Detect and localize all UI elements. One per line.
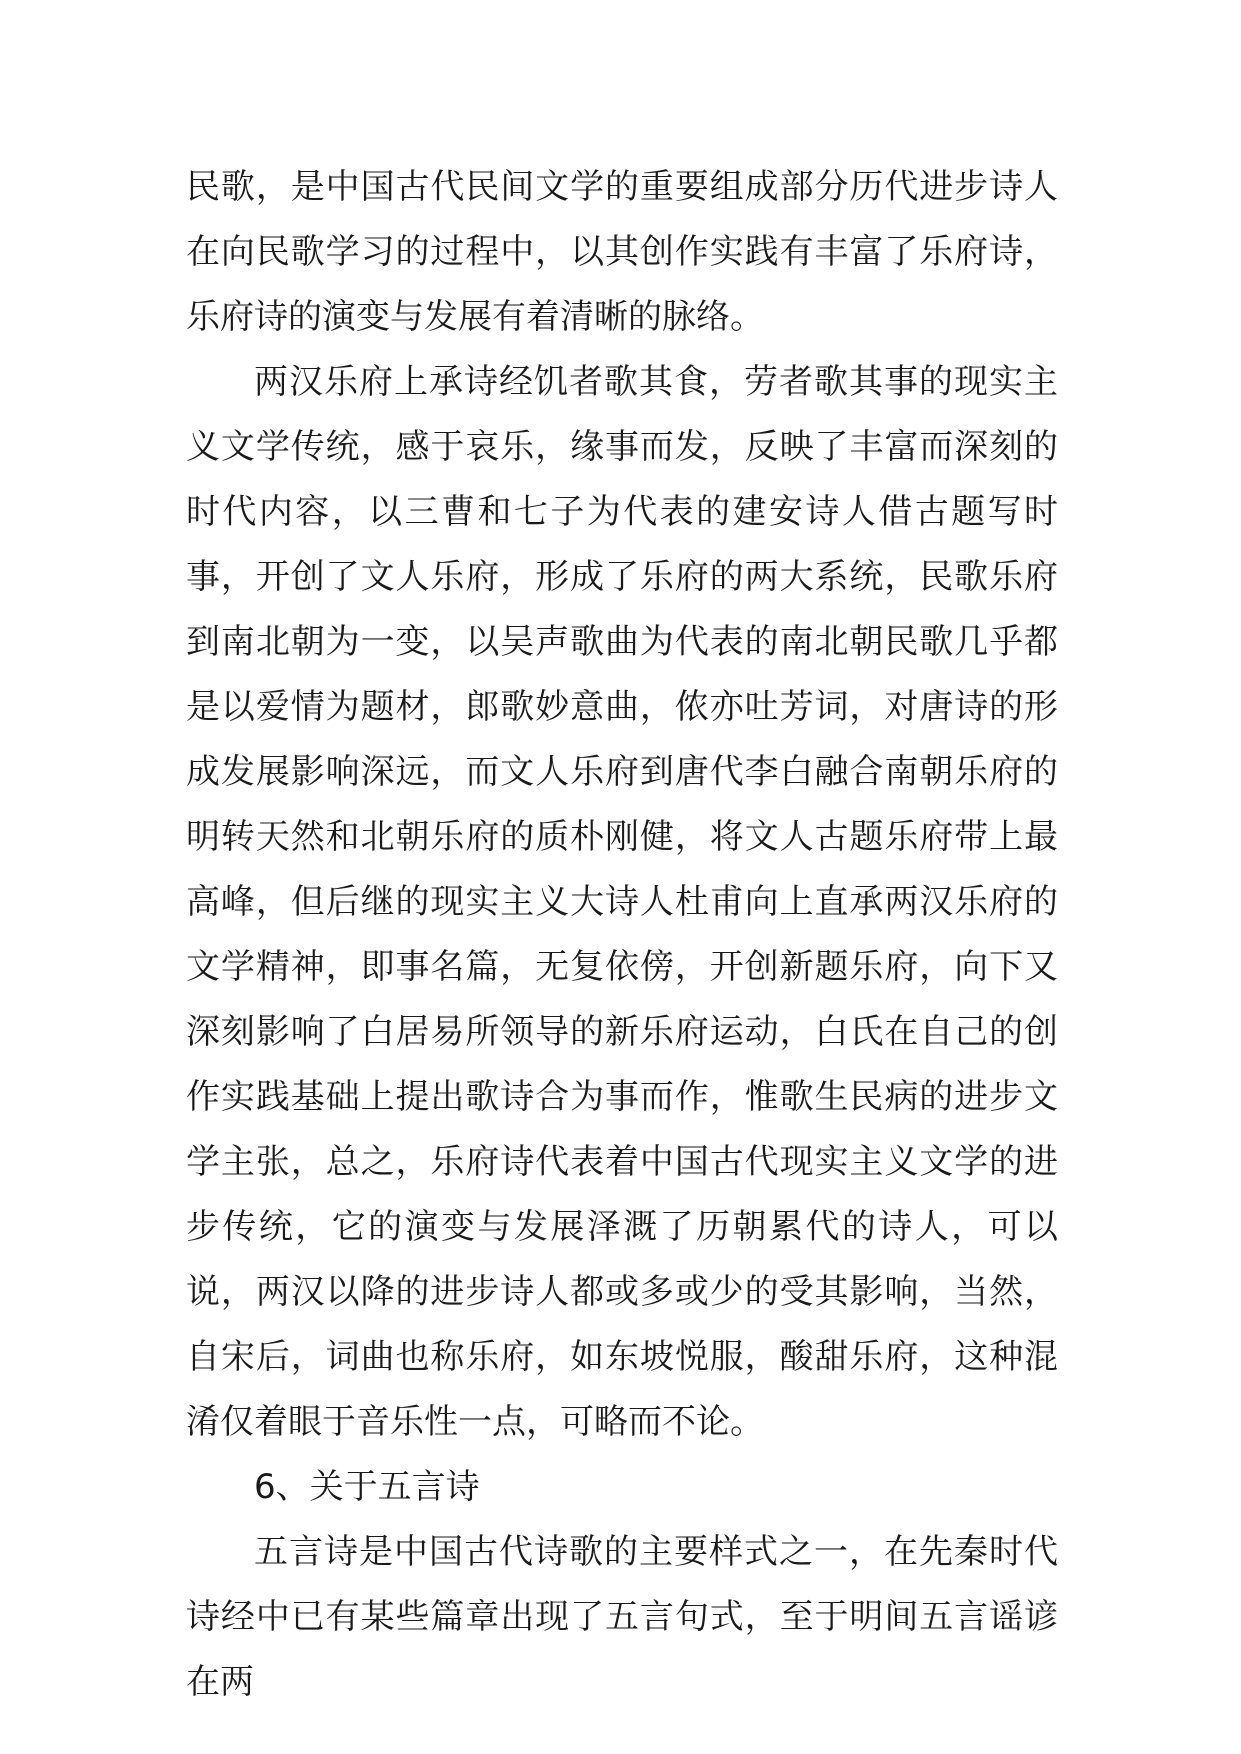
paragraph-minge-intro: 民歌，是中国古代民间文学的重要组成部分历代进步诗人在向民歌学习的过程中，以其创作实践有丰富了乐府诗，乐府诗的演变与发展有着清晰的脉络。 xyxy=(186,167,1058,337)
document-body xyxy=(186,155,1058,1715)
paragraph-wuyan-intro: 五言诗是中国古代诗歌的主要样式之一，在先秦时代诗经中已有某些篇章出现了五言句式，至于明间五言谣谚在两 xyxy=(186,1532,1058,1702)
paragraph-han-yuefu: 两汉乐府上承诗经饥者歌其食，劳者歌其事的现实主义文学传统，感于哀乐，缘事而发，反映了丰富而深刻的时代内容，以三曹和七子为代表的建安诗人借古题写时事，开创了文人乐府，形成了乐府的两大系统，民歌乐府到南北朝为一变，以吴声歌曲为代表的南北朝民歌几乎都是以爱情为题材，郎歌妙意曲，侬亦吐芳词，对唐诗的形成发展影响深远，而文人乐府到唐代李白融合南朝乐府的明转天然和北朝乐府的质朴刚健，将文人古题乐府带上最高峰，但后继的现实主义大诗人杜甫向上直承两汉乐府的文学精神，即事名篇，无复依傍，开创新题乐府，向下又深刻影响了白居易所领导的新乐府运动，白氏在自己的创作实践基础上提出歌诗合为事而作，惟歌生民病的进步文学主张，总之，乐府诗代表着中国古代现实主义文学的进步传统，它的演变与发展泽溉了历朝累代的诗人，可以说，两汉以降的进步诗人都或多或少的受其影响，当然，自宋后，词曲也称乐府，如东坡悦服，酸甜乐府，这种混淆仅着眼于音乐性一点，可略而不论。 xyxy=(186,362,1058,1442)
section-heading-wuyan: 6、关于五言诗 xyxy=(254,1467,480,1507)
